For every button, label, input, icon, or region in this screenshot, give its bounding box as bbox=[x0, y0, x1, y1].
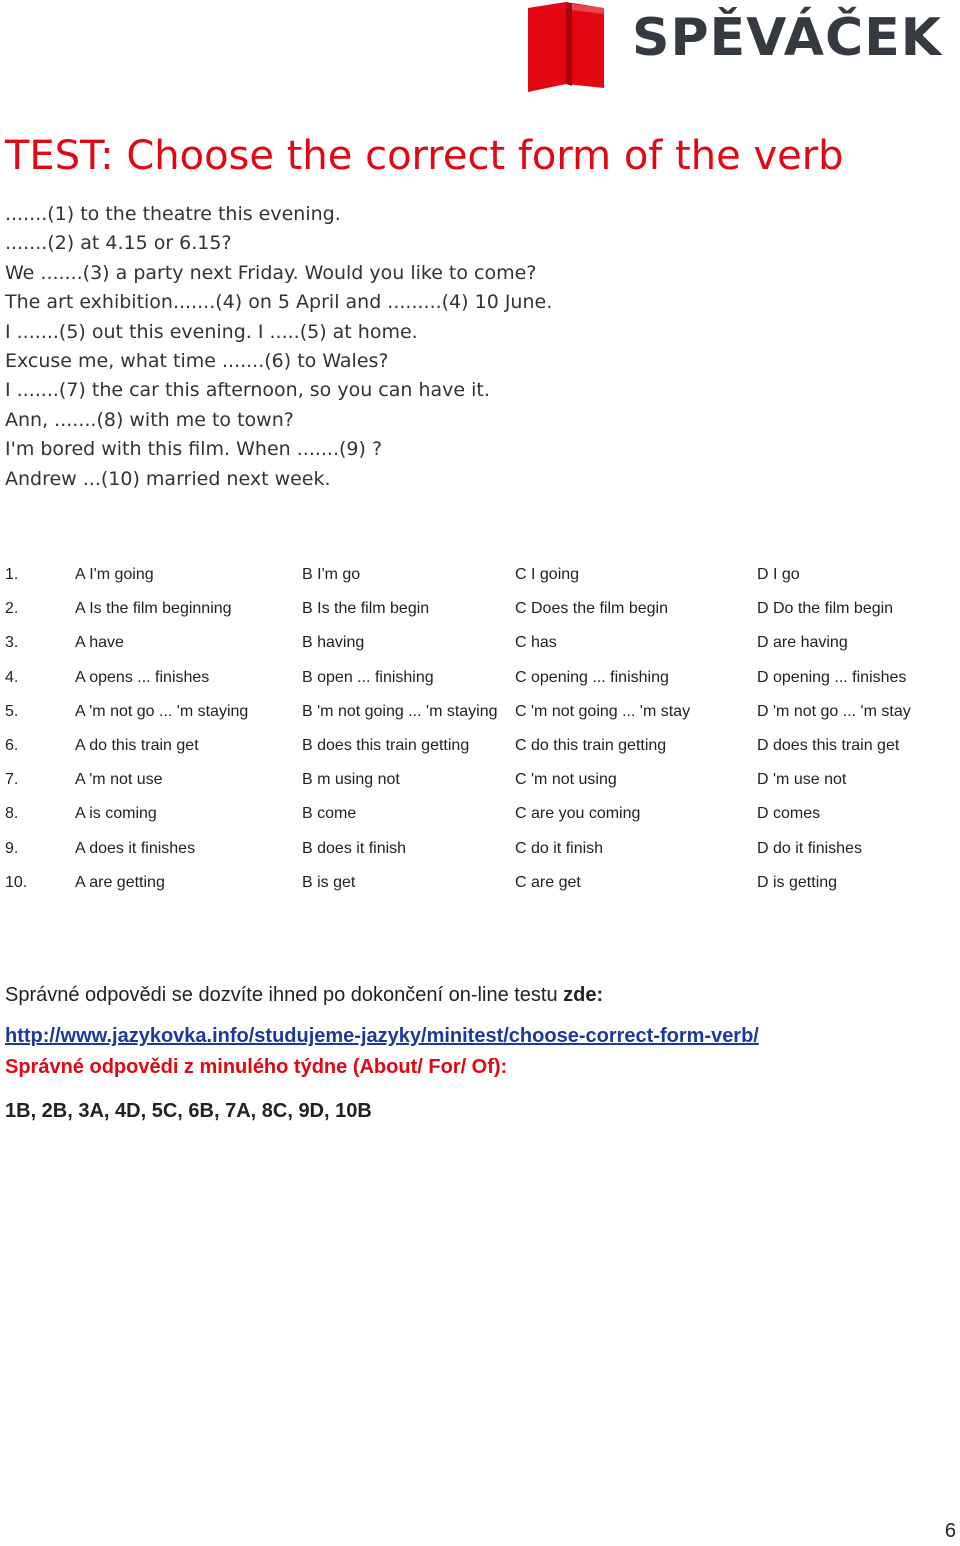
sentence-list bbox=[5, 200, 552, 494]
option-b: B open ... finishing bbox=[302, 668, 434, 686]
option-b: B come bbox=[302, 805, 357, 823]
page-number: 6 bbox=[944, 1520, 956, 1542]
question-number: 8. bbox=[5, 805, 19, 823]
option-row bbox=[5, 763, 955, 797]
online-test-here: zde: bbox=[563, 984, 604, 1006]
option-row bbox=[5, 695, 955, 729]
question-number: 5. bbox=[5, 702, 19, 720]
option-a: A is coming bbox=[75, 805, 157, 823]
option-c: C 'm not using bbox=[515, 771, 617, 789]
option-c: C are get bbox=[515, 873, 581, 891]
option-b: B does it finish bbox=[302, 839, 407, 857]
option-row bbox=[5, 797, 955, 831]
option-b: B I'm go bbox=[302, 566, 361, 583]
option-c: C do it finish bbox=[515, 839, 604, 857]
page-title: TEST: Choose the correct form of the verb bbox=[5, 133, 844, 179]
question-number: 4. bbox=[5, 668, 19, 686]
option-b: B m using not bbox=[302, 771, 400, 789]
option-row bbox=[5, 832, 955, 866]
option-row bbox=[5, 558, 955, 592]
question-number: 9. bbox=[5, 839, 19, 857]
sentence-item: I'm bored with this film. When .......(9) ? bbox=[5, 438, 383, 461]
option-d: D comes bbox=[757, 805, 821, 823]
brand-name: SPĚVÁČEK bbox=[632, 8, 943, 68]
option-d: D I go bbox=[757, 566, 800, 583]
option-d: D does this train get bbox=[757, 736, 900, 754]
sentence-item: Excuse me, what time .......(6) to Wales? bbox=[5, 350, 389, 373]
option-c: C Does the film begin bbox=[515, 600, 668, 618]
question-number: 1. bbox=[5, 566, 19, 583]
online-test-info bbox=[5, 978, 945, 1012]
option-a: A are getting bbox=[75, 873, 165, 891]
question-number: 7. bbox=[5, 771, 19, 789]
sentence-item: I .......(7) the car this afternoon, so you can have it. bbox=[5, 379, 490, 402]
sentence-item: .......(1) to the theatre this evening. bbox=[5, 203, 341, 225]
previous-answers: 1B, 2B, 3A, 4D, 5C, 6B, 7A, 8C, 9D, 10B bbox=[5, 1100, 372, 1122]
sentence-item: Andrew ...(10) married next week. bbox=[5, 467, 331, 490]
sentence-item: Ann, .......(8) with me to town? bbox=[5, 408, 294, 431]
option-a: A I'm going bbox=[75, 566, 154, 583]
sentence-item: I .......(5) out this evening. I .....(5) at home. bbox=[5, 320, 418, 343]
option-a: A 'm not go ... 'm staying bbox=[75, 702, 249, 720]
option-d: D 'm not go ... 'm stay bbox=[757, 702, 911, 720]
option-c: C has bbox=[515, 634, 557, 652]
option-d: D Do the film begin bbox=[757, 600, 894, 618]
option-b: B is get bbox=[302, 873, 356, 891]
option-a: A 'm not use bbox=[75, 771, 163, 789]
option-c: C 'm not going ... 'm stay bbox=[515, 702, 691, 720]
sentence-item: .......(2) at 4.15 or 6.15? bbox=[5, 232, 232, 255]
option-row bbox=[5, 729, 955, 763]
previous-answers-label: Správné odpovědi z minulého týdne (About/ For/ Of): bbox=[5, 1056, 508, 1078]
question-number: 3. bbox=[5, 634, 19, 652]
option-row bbox=[5, 592, 955, 626]
question-number: 2. bbox=[5, 600, 19, 618]
option-a: A does it finishes bbox=[75, 839, 196, 857]
option-c: C do this train getting bbox=[515, 736, 667, 754]
question-number: 6. bbox=[5, 736, 19, 754]
option-d: D 'm use not bbox=[757, 771, 847, 789]
online-test-link[interactable]: http://www.jazykovka.info/studujeme-jazyky/minitest/choose-correct-form-verb/ bbox=[5, 1025, 759, 1047]
answer-options-table bbox=[5, 558, 955, 900]
option-c: C opening ... finishing bbox=[515, 668, 669, 686]
online-test-text: Správné odpovědi se dozvíte ihned po dokončení on-line testu bbox=[5, 984, 564, 1006]
option-d: D do it finishes bbox=[757, 839, 862, 857]
option-b: B does this train getting bbox=[302, 736, 470, 754]
option-a: A have bbox=[75, 634, 124, 652]
option-c: C I going bbox=[515, 566, 580, 583]
option-a: A do this train get bbox=[75, 736, 199, 754]
sentence-item: We .......(3) a party next Friday. Would you like to come? bbox=[5, 261, 537, 284]
option-c: C are you coming bbox=[515, 805, 641, 823]
option-d: D opening ... finishes bbox=[757, 668, 907, 686]
question-number: 10. bbox=[5, 873, 28, 891]
option-a: A opens ... finishes bbox=[75, 668, 210, 686]
option-b: B having bbox=[302, 634, 365, 652]
option-a: A Is the film beginning bbox=[75, 600, 232, 618]
option-b: B Is the film begin bbox=[302, 600, 430, 618]
option-row bbox=[5, 626, 955, 660]
brand-logo bbox=[522, 0, 960, 96]
book-icon bbox=[522, 0, 614, 96]
option-d: D is getting bbox=[757, 873, 838, 891]
sentence-item: The art exhibition.......(4) on 5 April and .........(4) 10 June. bbox=[5, 291, 553, 314]
option-d: D are having bbox=[757, 634, 848, 652]
option-row bbox=[5, 866, 955, 900]
answers-footer bbox=[5, 978, 945, 1126]
option-b: B 'm not going ... 'm staying bbox=[302, 702, 498, 720]
option-row bbox=[5, 661, 955, 695]
